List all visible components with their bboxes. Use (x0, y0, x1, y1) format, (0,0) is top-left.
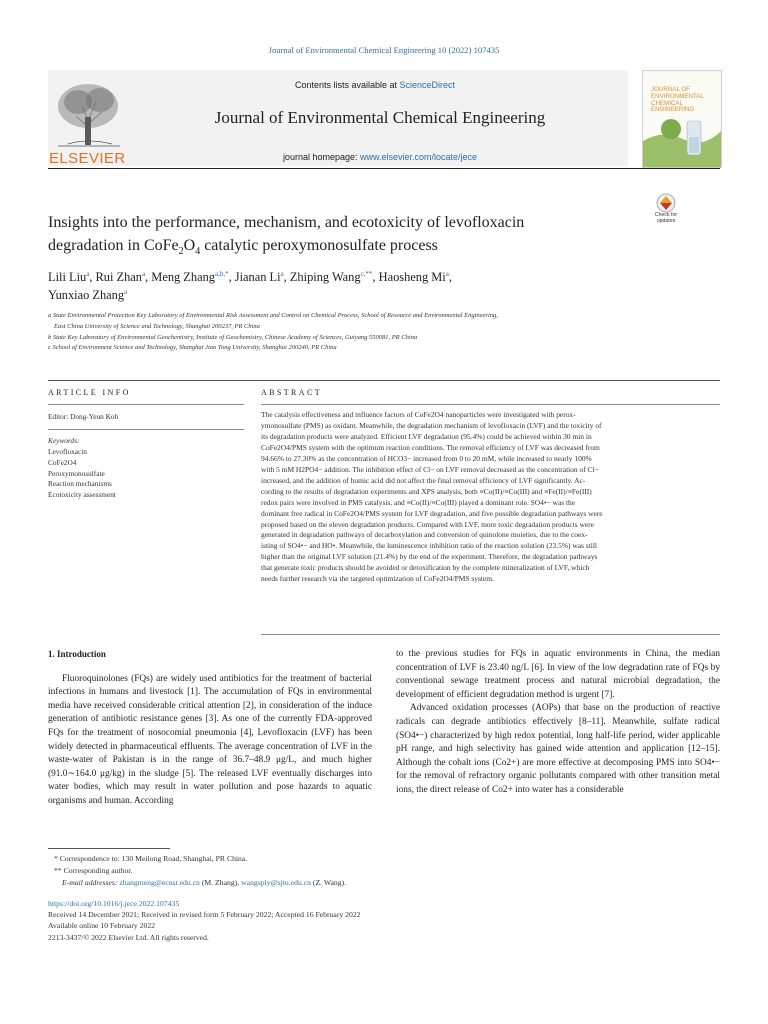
abstract-heading: ABSTRACT (261, 388, 322, 397)
keyword: Ecotoxicity assessment (48, 490, 116, 500)
header-rule (48, 168, 720, 169)
homepage-link[interactable]: www.elsevier.com/locate/jece (360, 152, 478, 162)
affiliation: b State Key Laboratory of Environmental Geochemistry, Institute of Geochemistry, Chinese Academy of Sciences, Guiyang 550081, PR China (48, 333, 418, 341)
author-sup[interactable]: a (445, 269, 449, 278)
abstract-line: proposed based on the eleven degradation products. Compared with LVF, more toxic degradation products were (261, 519, 594, 529)
title-sub: 2 (178, 246, 184, 258)
abstract-rule (261, 404, 720, 405)
section-heading-introduction: 1. Introduction (48, 649, 106, 659)
keyword: CoFe2O4 (48, 457, 77, 467)
footnote-emails (48, 877, 648, 889)
abstract-line: increased, and the addition of humic acid did not affect the final removal efficiency of LVF significantly. Ac- (261, 475, 586, 485)
body-left-column (48, 648, 372, 809)
body-paragraph: to the previous studies for FQs in aquatic environments in China, the median concentration of LVF is 23.40 ng/L [6]. In view of the low degradation rate of FQs by conventional sewage treatment process and natural microbial degradation, the development of efficient degradation method is urgent [7]. (396, 649, 720, 700)
abstract-line: dominant free radical in CoFe2O4/PMS system for LVF degradation, and five possible degradation pathways were (261, 508, 603, 518)
running-head[interactable]: Journal of Environmental Chemical Engineering 10 (2022) 107435 (268, 45, 500, 55)
abstract-line: The catalysis effectiveness and influence factors of CoFe2O4 nanoparticles were investigated with perox- (261, 410, 576, 419)
received-dates: Received 14 December 2021; Received in revised form 5 February 2022; Accepted 16 February 2022 (48, 910, 361, 920)
author-sup[interactable]: a (124, 287, 128, 296)
journal-cover-thumbnail[interactable] (642, 70, 722, 168)
abstract-line: ymonosulfate (PMS) as oxidant. Meanwhile, the degradation mechanism of levofloxacin (LVF) and the toxicity of (261, 420, 602, 430)
footnotes (48, 853, 648, 889)
keyword: Reaction mechanisms (48, 479, 112, 489)
cover-label: JOURNAL OF ENVIRONMENTAL CHEMICAL ENGINEERING (651, 86, 704, 114)
title-line-2 (48, 234, 638, 263)
cover-art-icon (643, 111, 721, 167)
body-paragraph: Advanced oxidation processes (AOPs) that base on the production of reactive radicals can degrade antibiotics effectively [8–11]. Meanwhile, sulfate radical (SO4•−) characterized by high redox potential, long half-life period, wider applicable pH range, and high selectivity has gained wide attention and application [12–15]. Although the cobalt ions (Co2+) are more effective at decomposing PMS into SO4•− for the removal of refractory organic pollutants compared with other transition metal ions, the direct release of Co2+ into water has a considerable (396, 703, 720, 795)
abstract-line: isting of SO4•− and HO•. Meanwhile, the luminescence inhibition ratio of the reaction solution (23.5%) was still (261, 541, 597, 551)
email-link[interactable]: wangsply@sjtu.edu.cn (241, 878, 311, 887)
abstract-line: higher than the original LVF solution (21.4%) by the end of the experiment. Therefore, the degradation pathways (261, 552, 598, 562)
author-name[interactable]: Zhiping Wang (289, 270, 361, 284)
author-sup[interactable]: c,** (360, 269, 373, 278)
homepage-line (130, 152, 630, 162)
title-part: catalytic peroxymonosulfate process (200, 237, 438, 254)
abstract-line: cording to the results of degradation experiments and XPS analysis, both ≡Co(II)/≡Co(III) and ≡Fe(II)/≡Fe(III) (261, 486, 592, 496)
affiliations (48, 311, 688, 354)
info-rule (48, 404, 244, 405)
author-sup[interactable]: a (280, 269, 284, 278)
author-sup[interactable]: a (141, 269, 146, 278)
author-name[interactable]: Meng Zhang (151, 270, 215, 284)
abstract-line: its degradation products were analyzed. Efficient LVF degradation (95.4%) could be achieved within 30 min in (261, 431, 592, 441)
keyword: Peroxymonosulfate (48, 468, 105, 478)
email-label: E-mail addresses: (62, 878, 120, 887)
keywords-label: Keywords: (48, 436, 80, 445)
copyright: 2213-3437/© 2022 Elsevier Ltd. All rights reserved. (48, 932, 209, 942)
body-paragraph: Fluoroquinolones (FQs) are widely used antibiotics for the treatment of bacterial infections in humans and livestock [1]. The accumulation of FQs in environmental media have received considerable critical attention [2], in consideration of the induce generation of antibiotic resistance genes [3]. As one of the currently FDA-approved FQs for the treatment of nosocomial pneumonia [4], Levofloxacin (LVF) has been widely detected in pharmaceutical effluents. The average concentration of LVF in the waste-water of Pakistan is in the range of 36.7–48.9 μg/L, and much higher (91.0∼164.0 μg/kg) in the sludge [5]. The released LVF eventually discharges into water bodies, which may result in water pollution and pose hazards to aquatic organisms and human. According (48, 673, 372, 806)
email-owner: (M. Zhang), (199, 878, 242, 887)
abstract-line: with 5 mM H2PO4− addition. The inhibition effect of Cl− on LVF removal decreased as the concentration of Cl− (261, 464, 599, 474)
keyword: Levofloxacin (48, 447, 87, 456)
author-name[interactable]: Jianan Li (234, 270, 281, 284)
contents-prefix: Contents lists available at (294, 80, 400, 90)
abstract-line: needs further research via the targeted optimization of CoFe2O4/PMS system. (261, 574, 494, 584)
contents-line (130, 80, 620, 90)
abstract-rule (261, 634, 720, 635)
title-sub: 4 (195, 246, 201, 258)
abstract-line: redox pairs were involved in PMS catalysis, and ≡Co(II)/≡Co(III) played a dominant role. SO4•− was the (261, 497, 576, 507)
info-rule (48, 429, 244, 430)
body-right-column (396, 648, 720, 798)
abstract-line: that generate toxic products should be avoided or detoxification by the complete mineralization of LVF, which (261, 563, 590, 573)
sciencedirect-link[interactable]: ScienceDirect (399, 80, 456, 90)
author-name[interactable]: Rui Zhan (95, 270, 142, 284)
author-name[interactable]: Lili Liu (48, 270, 87, 284)
affiliation: East China University of Science and Technology, Shanghai 200237, PR China (54, 322, 260, 330)
author-list: Lili Liu$^a$, Rui Zhan$^a$, Meng Zhang$^{a,b,*}$, Jianan Li$^a$, Zhiping Wang$^{c,**}$, Haosheng Mi$^a$, Yunxiao Zhang$^a$ (48, 269, 452, 302)
keywords-list (48, 447, 116, 501)
abstract-line: 94.66% to 27.30% as the concentration of HCO3− increased from 0 to 20 mM, while increased to nearly 100% (261, 453, 592, 463)
article-title (48, 211, 638, 263)
publication-info (48, 898, 648, 943)
section-rule (48, 380, 720, 381)
abstract-line: CoFe2O4/PMS system with the optimum reaction conditions. The removal efficiency of LVF was decreased from (261, 442, 600, 452)
author-name[interactable]: Haosheng Mi (378, 270, 446, 284)
author-name[interactable]: Yunxiao Zhang (48, 288, 125, 302)
article-info-heading: ARTICLE INFO (48, 388, 131, 397)
title-part: degradation in CoFe (48, 237, 179, 254)
available-online: Available online 10 February 2022 (48, 921, 156, 931)
affiliation: c School of Environment Science and Technology, Shanghai Jiao Tong University, Shanghai 200240, PR China (48, 344, 337, 352)
doi-link[interactable]: https://doi.org/10.1016/j.jece.2022.107435 (48, 899, 180, 908)
footnote-rule (48, 848, 170, 849)
abstract-line: generated in degradation pathways of decarboxylation and conversion of quinolone moieties, due to the coex- (261, 530, 588, 540)
author-sup[interactable]: a,b,* (214, 269, 229, 278)
footnote-corresponding-author: ** Corresponding author. (54, 866, 133, 875)
title-line-1: Insights into the performance, mechanism, and ecotoxicity of levofloxacin (48, 214, 525, 231)
author-sup[interactable]: a (86, 269, 90, 278)
affiliation: a State Environmental Protection Key Laboratory of Environmental Risk Assessment and Control on Chemical Process, School of Resource and Environmental Engineering, (48, 312, 498, 319)
footnote-correspondence: * Correspondence to: 130 Meilong Road, Shanghai, PR China. (54, 854, 248, 863)
homepage-prefix: journal homepage: (282, 152, 360, 162)
email-owner: (Z. Wang). (310, 878, 347, 887)
check-for-updates-label[interactable]: Check for updates (654, 212, 678, 224)
elsevier-wordmark: ELSEVIER (49, 150, 126, 167)
editor-line: Editor: Dong-Yeun Koh (48, 412, 119, 421)
title-part: O (183, 237, 196, 254)
journal-title: Journal of Environmental Chemical Engineering (214, 108, 546, 127)
abstract-text (261, 410, 720, 585)
email-link[interactable]: zhangmeng@ecust.edu.cn (119, 878, 200, 887)
